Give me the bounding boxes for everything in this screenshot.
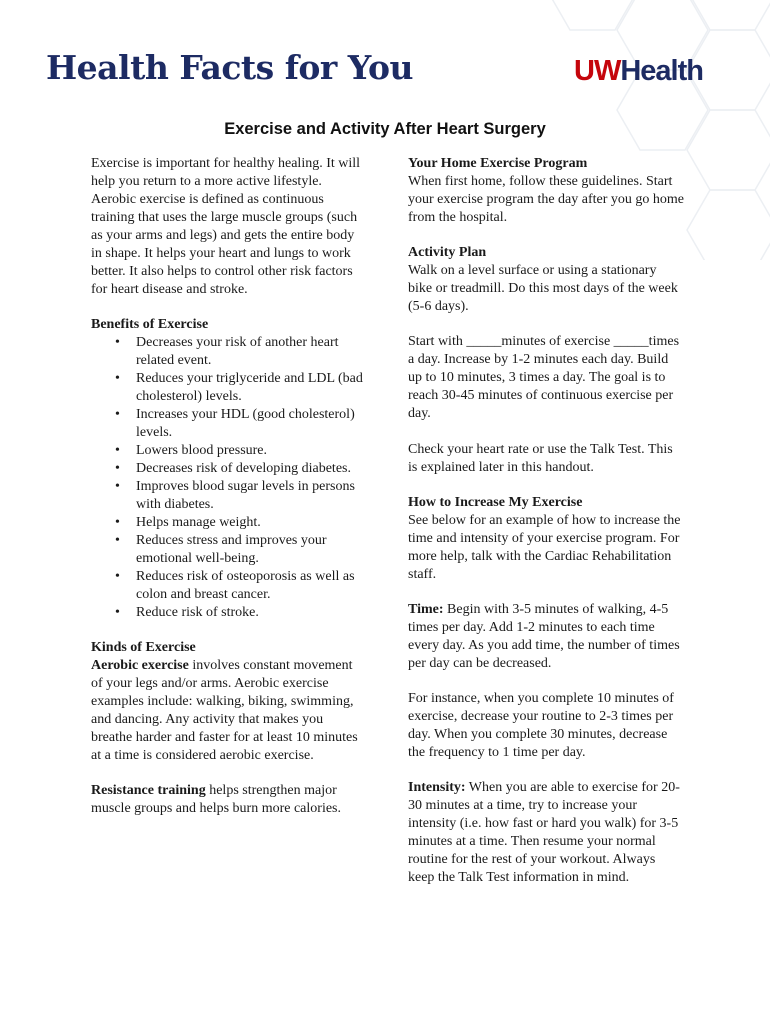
list-item: • Reduces stress and improves your emotional well-being.: [115, 533, 327, 566]
aerobic-paragraph: Aerobic exercise involves constant movement of your legs and/or arms. Aerobic exercise examples include: walking, biking, swimming, and dancing. Any activity that makes you breathe harder and faster for at least 10 minutes at a time is considered aerobic exercise.: [91, 658, 358, 763]
list-item: • Increases your HDL (good cholesterol) levels.: [115, 407, 355, 440]
left-column: [91, 155, 367, 835]
uw-health-logo: UWHealth: [574, 55, 703, 87]
brand-title: Health Facts for You: [46, 48, 414, 87]
home-program-heading: Your Home Exercise Program: [408, 156, 588, 171]
activity-plan-text: Walk on a level surface or using a stationary bike or treadmill. Do this most days of the week (5-6 days).: [408, 263, 678, 314]
intensity-paragraph: Intensity: When you are able to exercise for 20-30 minutes at a time, try to increase your intensity (i.e. how fast or hard you walk) for 3-5 minutes at a time. Then resume your normal routine for the rest of your workout. Always keep the Talk Test information in mind.: [408, 780, 680, 885]
increase-exercise-text: See below for an example of how to increase the time and intensity of your exercise program. For more help, talk with the Cardiac Rehabilitation staff.: [408, 513, 681, 582]
list-item: • Decreases risk of developing diabetes.: [115, 461, 351, 476]
benefits-heading: Benefits of Exercise: [91, 317, 209, 332]
time-paragraph: Time: Begin with 3-5 minutes of walking, 4-5 times per day. Add 1-2 minutes to each time every day. As you add time, the number of times per day can be decreased.: [408, 602, 680, 671]
kinds-heading: Kinds of Exercise: [91, 640, 196, 655]
list-item: • Improves blood sugar levels in persons with diabetes.: [115, 479, 355, 512]
list-item: • Decreases your risk of another heart related event.: [115, 335, 339, 368]
instance-paragraph: For instance, when you complete 10 minutes of exercise, decrease your routine to 2-3 times per day. When you complete 30 minutes, decrease the frequency to 1 time per day.: [408, 691, 674, 760]
benefits-list: [91, 334, 367, 622]
list-item: • Reduces your triglyceride and LDL (bad cholesterol) levels.: [115, 371, 363, 404]
resistance-paragraph: Resistance training helps strengthen major muscle groups and helps burn more calories.: [91, 783, 341, 816]
intro-paragraph: Exercise is important for healthy healing. It will help you return to a more active lifestyle. Aerobic exercise is defined as continuous training that uses the large muscle groups (such as your arms and legs) and gets the entire body in shape. It helps your heart and lungs to work better. It also helps to control other risk factors for heart disease and stroke.: [91, 156, 361, 297]
activity-plan-heading: Activity Plan: [408, 245, 487, 260]
document-title: Exercise and Activity After Heart Surgery: [224, 120, 546, 138]
home-program-text: When first home, follow these guidelines. Start your exercise program the day after you go home from the hospital.: [408, 174, 685, 225]
increase-exercise-heading: How to Increase My Exercise: [408, 495, 583, 510]
list-item: • Reduces risk of osteoporosis as well as colon and breast cancer.: [115, 569, 355, 602]
list-item: • Helps manage weight.: [115, 515, 261, 530]
check-heart-rate-text: Check your heart rate or use the Talk Test. This is explained later in this handout.: [408, 442, 673, 475]
list-item: • Lowers blood pressure.: [115, 443, 268, 458]
list-item: • Reduce risk of stroke.: [115, 605, 259, 620]
start-with-text: Start with _____minutes of exercise _____times a day. Increase by 1-2 minutes each day. Build up to 10 minutes, 3 times a day. The goal is to reach 30-45 minutes of continuous exercise per day.: [408, 334, 680, 421]
right-column: [408, 155, 684, 904]
